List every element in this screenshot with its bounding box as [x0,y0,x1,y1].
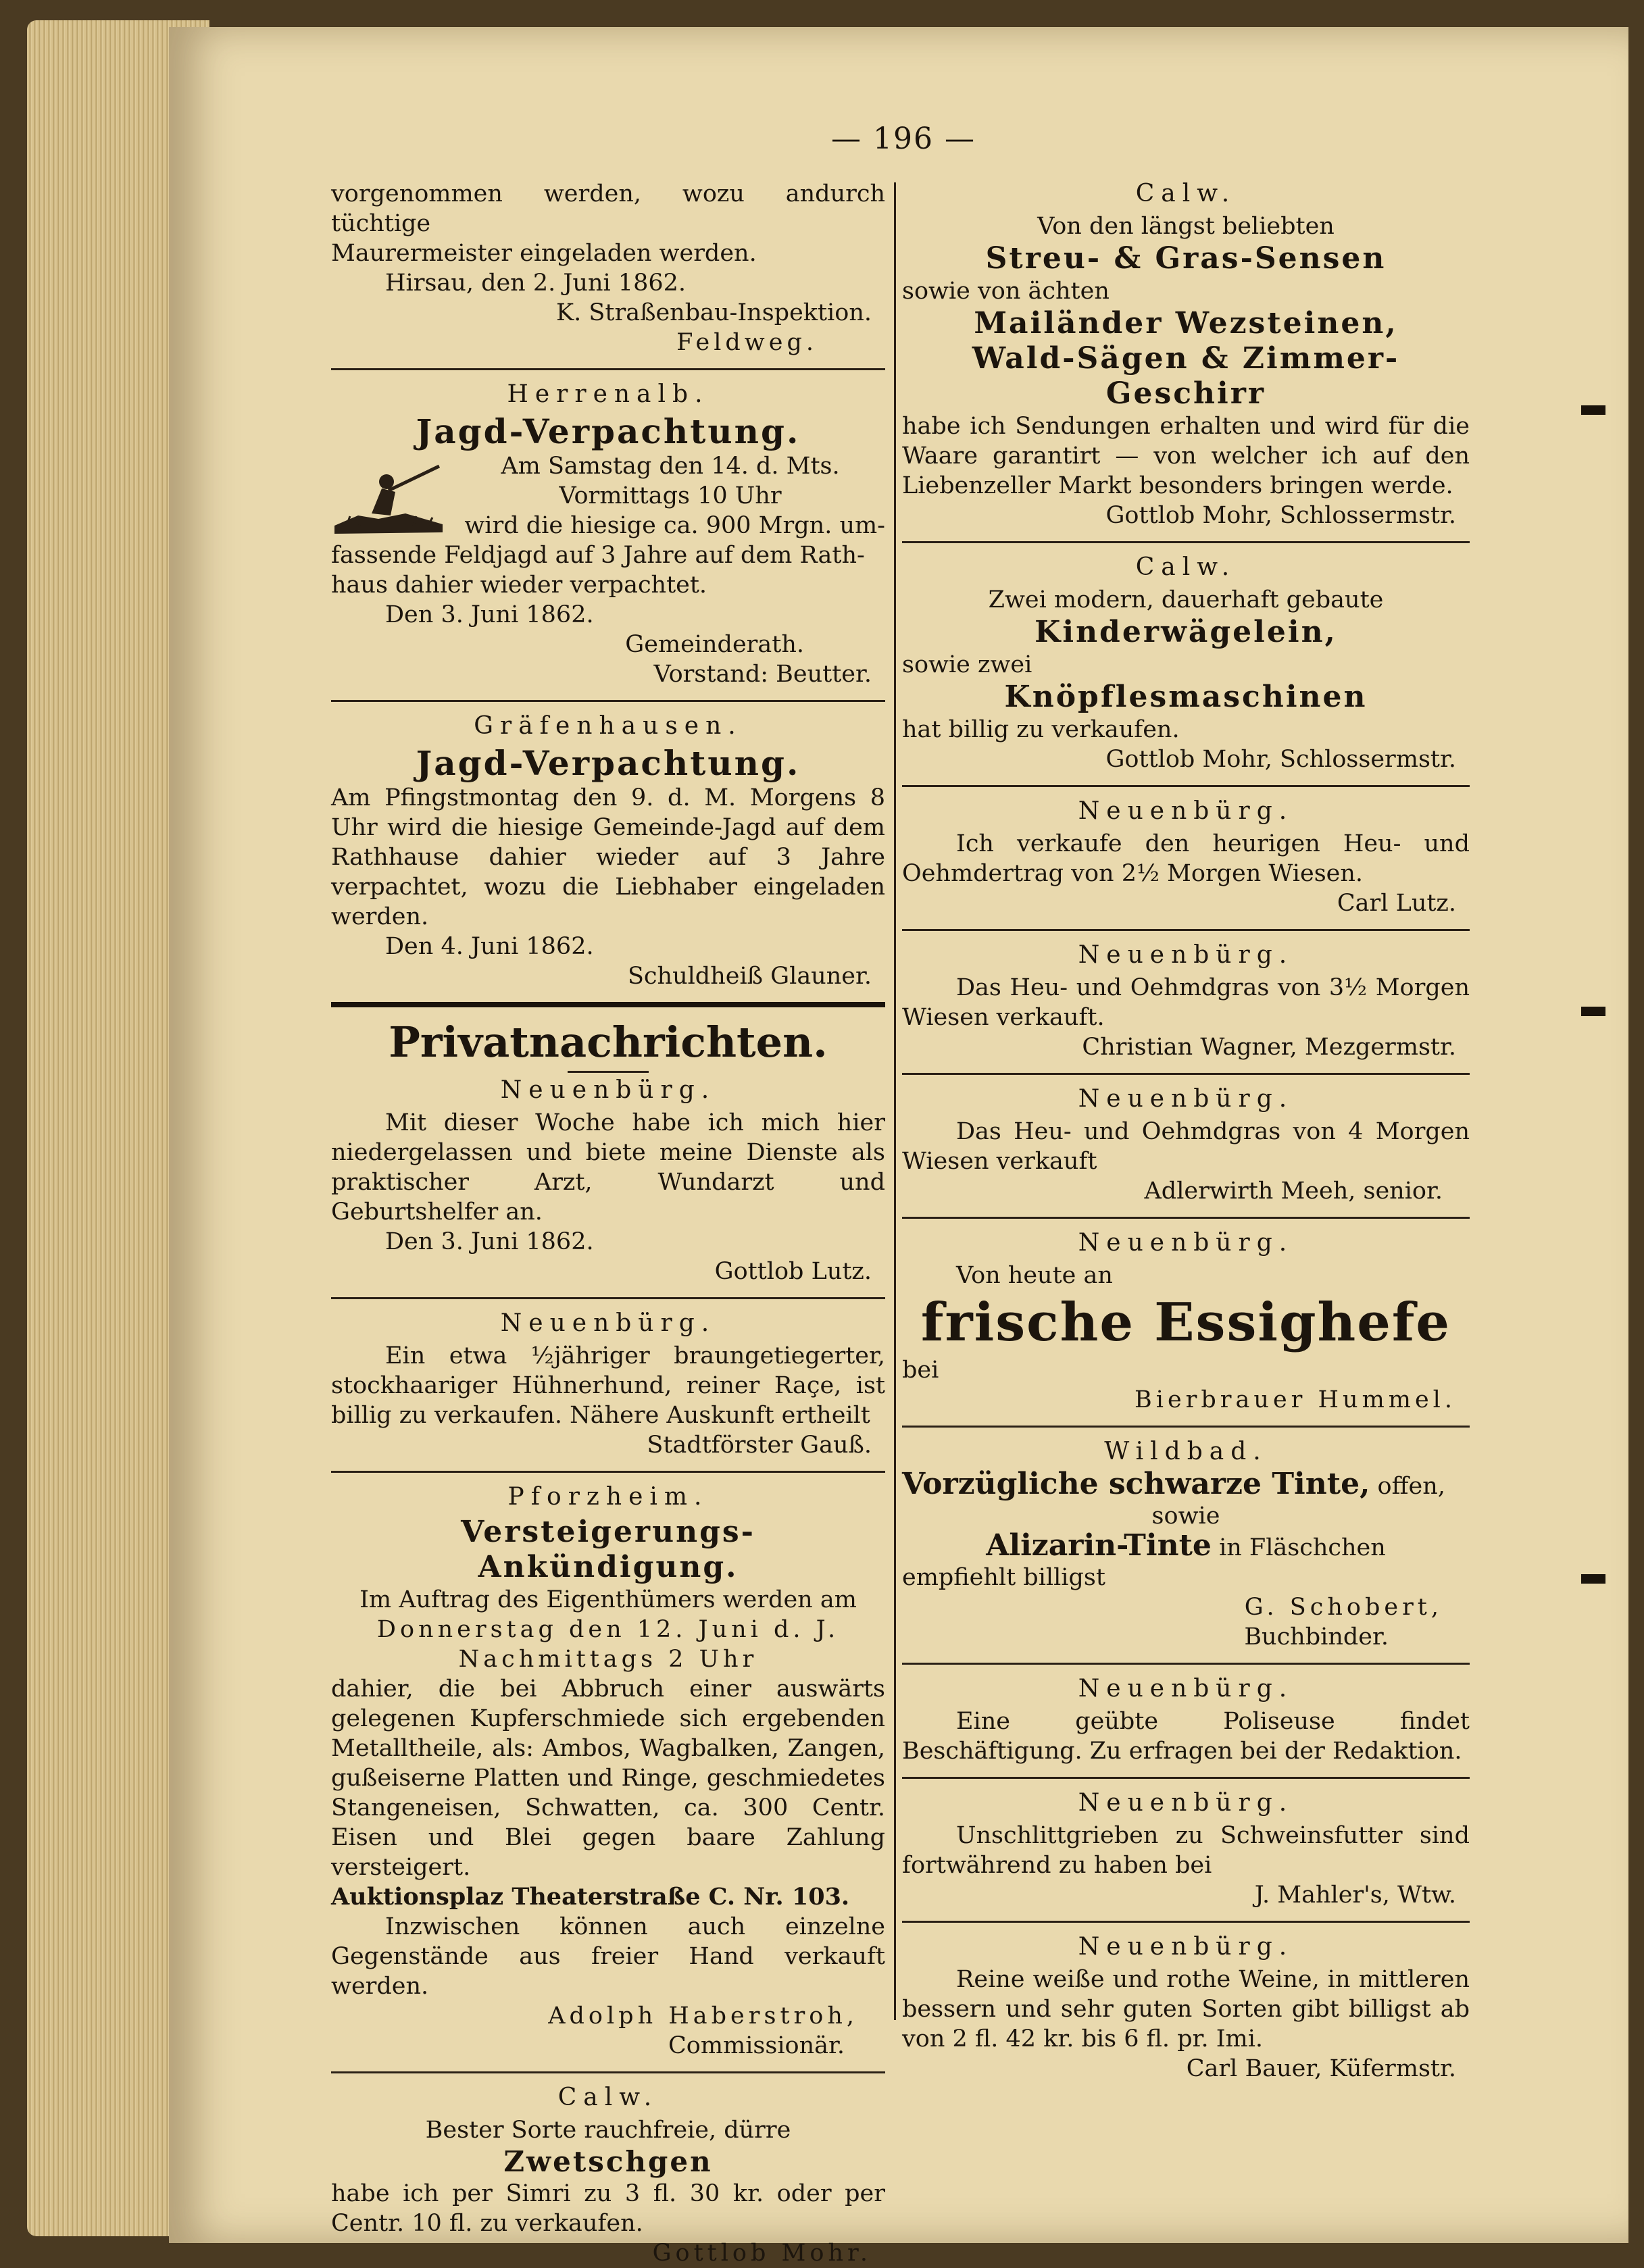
notice-signer: Schuldheiß Glauner. [627,963,872,990]
place-name: Calw. [557,2084,659,2111]
text-line: Maurermeister eingeladen werden. [331,240,757,267]
text-line: sowie [1151,1503,1220,1530]
text-line: in Fläschchen [1219,1534,1386,1561]
notice-weine [902,1932,1470,2084]
notice-tinte [902,1437,1470,1652]
separator-rule [902,1217,1470,1219]
notice-heading: Jagd-Verpachtung. [416,411,801,451]
text-line: vorgenommen werden, wozu andurch tüchtige [331,180,885,237]
text-line: sowie von ächten [902,278,1110,305]
notice-date: Hirsau, den 2. Juni 1862. [385,270,687,297]
text-line: hat billig zu verkaufen. [902,716,1180,743]
place-name: Neuenbürg. [1078,1789,1294,1817]
separator-rule [331,368,885,370]
notice-body: Unschlittgrieben zu Schweinsfutter sind fortwährend zu haben bei [902,1822,1470,1879]
text-line: bei [902,1357,939,1384]
notice-heading: Jagd-Verpachtung. [416,743,801,783]
notice-date: Den 3. Juni 1862. [385,1228,594,1255]
notice-body: Am Pfingstmontag den 9. d. M. Morgens 8 Uhr wird die hiesige Gemeinde-Jagd auf dem Rathhause dahier wieder auf 3 Jahre verpachtet, wozu die Liebhaber eingeladen werden. [331,784,885,930]
separator-rule [902,929,1470,931]
place-name: Neuenbürg. [1078,797,1294,825]
notice-signer: Carl Lutz. [1337,890,1456,917]
notice-versteigerung [331,1482,885,2061]
notice-signer: Adlerwirth Meeh, senior. [1144,1178,1443,1205]
notice-body: Inzwischen können auch einzelne Gegenstände aus freier Hand verkauft werden. [331,1913,885,2000]
page-number: — 196 — [831,122,976,156]
notice-heading: Streu- & Gras-Sensen [985,241,1387,276]
column-divider [894,182,896,2020]
text-line: Vormittags 10 Uhr [559,482,782,509]
notice-signer: K. Straßenbau-Inspektion. [556,299,872,326]
margin-mark [1581,1007,1605,1016]
place-name: Neuenbürg. [1078,1229,1294,1257]
notice-body: Eine geübte Poliseuse findet Beschäftigung. Zu erfragen bei der Redaktion. [902,1708,1470,1765]
text-line: Von den längst beliebten [1037,213,1335,240]
notice-signer: Gottlob Lutz. [714,1258,872,1285]
notice-signer: Gemeinderath. [625,631,804,658]
left-column [331,179,885,2268]
text-line: Von heute an [956,1262,1113,1289]
hunter-illustration [331,451,446,539]
notice-signer: J. Mahler's, Wtw. [1254,1882,1456,1909]
notice-date: Den 4. Juni 1862. [385,933,594,960]
separator-rule [902,1921,1470,1923]
place-name: Neuenbürg. [1078,1933,1294,1961]
notice-signer: Gottlob Mohr, Schlossermstr. [1105,746,1456,773]
text-line: haus dahier wieder verpachtet. [331,572,707,599]
text-line: fassende Feldjagd auf 3 Jahre auf dem Rath- [331,542,865,569]
notice-oehmdgras-meeh [902,1084,1470,1206]
notice-signer: Commissionär. [668,2032,845,2059]
notice-graefenhausen [331,711,885,991]
notice-heading: Mailänder Wezsteinen, [974,306,1398,341]
notice-unschlittgrieben [902,1788,1470,1910]
place-name: Calw. [1135,180,1237,207]
separator-rule [902,1663,1470,1665]
notice-body: dahier, die bei Abbruch einer auswärts gelegenen Kupferschmiede sich ergebenden Metalltheile, als: Ambos, Wagbalken, Zangen, gußeiserne Platten und Ringe, geschmiedetes Stangeneisen, Schwatten, ca. 300 Centr. Eisen und Blei gegen baare Zahlung versteigert. [331,1675,885,1881]
notice-heading: Alizarin-Tinte [986,1528,1212,1563]
separator-rule [331,700,885,702]
notice-heading: Knöpflesmaschinen [1004,680,1368,714]
place-name: Neuenbürg. [500,1076,716,1104]
separator-rule [331,1297,885,1299]
notice-heuertrag [902,797,1470,918]
place-name: Herrenalb. [507,380,709,408]
notice-body: Ein etwa ½jähriger braungetiegerter, stockhaariger Hühnerhund, reiner Raçe, ist billig zu verkaufen. Nähere Auskunft ertheilt [331,1342,885,1429]
notice-herrenalb [331,380,885,689]
notice-signer: Christian Wagner, Mezgermstr. [1082,1034,1456,1061]
text-line: Am Samstag den 14. d. Mts. [501,453,840,480]
notice-poliseuse [902,1674,1470,1766]
right-column [902,179,1470,2084]
place-name: Neuenbürg. [1078,1085,1294,1113]
notice-essighefe [902,1228,1470,1415]
notice-heading: Versteigerungs-Ankündigung. [461,1515,755,1584]
text-line: empfiehlt billigst [902,1564,1105,1591]
notice-body: Reine weiße und rothe Weine, in mittleren bessern und sehr guten Sorten gibt billigst ab von 2 fl. 42 kr. bis 6 fl. pr. Imi. [902,1966,1470,2052]
notice-huehnerhund [331,1309,885,1460]
section-title: Privatnachrichten. [389,1017,828,1067]
text-line: Donnerstag den 12. Juni d. J. [376,1616,840,1643]
text-line: Im Auftrag des Eigenthümers werden am [359,1586,857,1613]
notice-signer: Adolph Haberstroh, [548,2002,858,2030]
notice-signer: Carl Bauer, Küfermstr. [1186,2055,1456,2082]
separator-rule [902,1426,1470,1428]
text-line: Bester Sorte rauchfreie, dürre [425,2117,791,2144]
text-line: wird die hiesige ca. 900 Mrgn. um- [464,512,885,539]
place-name: Neuenbürg. [500,1309,716,1337]
notice-strassenbau [331,179,885,357]
place-name: Neuenbürg. [1078,941,1294,969]
separator-rule [331,1471,885,1473]
text-line: sowie zwei [902,651,1032,678]
separator-rule [331,2071,885,2073]
notice-date: Den 3. Juni 1862. [385,601,594,628]
notice-sensen [902,179,1470,530]
place-name: Wildbad. [1104,1438,1268,1465]
notice-signer: Gottlob Mohr, Schlossermstr. [1105,502,1456,529]
notice-heading: Zwetschgen [503,2145,713,2178]
text-line: Nachmittags 2 Uhr [458,1646,758,1673]
separator-rule [902,1777,1470,1779]
notice-signer: Vorstand: Beutter. [653,661,872,688]
notice-heading: Kinderwägelein, [1035,615,1337,649]
notice-signer: Buchbinder. [1244,1623,1389,1650]
notice-body: Mit dieser Woche habe ich mich hier niedergelassen und biete meine Dienste als praktischer Arzt, Wundarzt und Geburtshelfer an. [331,1109,885,1226]
notice-body: Ich verkaufe den heurigen Heu- und Oehmdertrag von 2½ Morgen Wiesen. [902,830,1470,887]
place-name: Gräfenhausen. [474,712,743,740]
notice-signer: Bierbrauer Hummel. [1135,1386,1456,1413]
notice-signer: Gottlob Mohr. [652,2240,872,2267]
separator-rule [902,785,1470,787]
notice-oehmdgras-wagner [902,940,1470,1062]
notice-body: habe ich Sendungen erhalten und wird für die Waare garantirt — von welcher ich auf den Liebenzeller Markt besonders bringen werde. [902,413,1470,499]
place-name: Calw. [1135,553,1237,581]
text-line: Auktionsplaz Theaterstraße C. Nr. 103. [331,1883,850,1911]
notice-heading: Vorzügliche schwarze Tinte, [902,1467,1370,1501]
separator-rule [902,541,1470,543]
notice-body: Das Heu- und Oehmdgras von 3½ Morgen Wiesen verkauft. [902,974,1470,1031]
notice-heading: frische Essighefe [920,1292,1451,1353]
text-line: offen, [1377,1473,1445,1500]
section-separator [331,1002,885,1007]
notice-signer: Stadtförster Gauß. [647,1432,872,1459]
notice-body: Das Heu- und Oehmdgras von 4 Morgen Wiesen verkauft [902,1118,1470,1175]
notice-zwetschgen [331,2083,885,2268]
notice-signer: Feldweg. [676,329,818,356]
section-title-rule [568,1071,649,1073]
notice-signer: G. Schobert, [1244,1594,1443,1621]
place-name: Pforzheim. [507,1483,709,1511]
notice-kinderwaegelein [902,553,1470,774]
notice-arzt [331,1076,885,1286]
separator-rule [902,1073,1470,1075]
margin-mark [1581,1574,1605,1584]
notice-body: habe ich per Simri zu 3 fl. 30 kr. oder per Centr. 10 fl. zu verkaufen. [331,2180,885,2237]
text-line: Zwei modern, dauerhaft gebaute [988,586,1384,613]
margin-mark [1581,405,1605,415]
place-name: Neuenbürg. [1078,1675,1294,1703]
notice-heading: Wald-Sägen & Zimmer-Geschirr [972,341,1400,411]
